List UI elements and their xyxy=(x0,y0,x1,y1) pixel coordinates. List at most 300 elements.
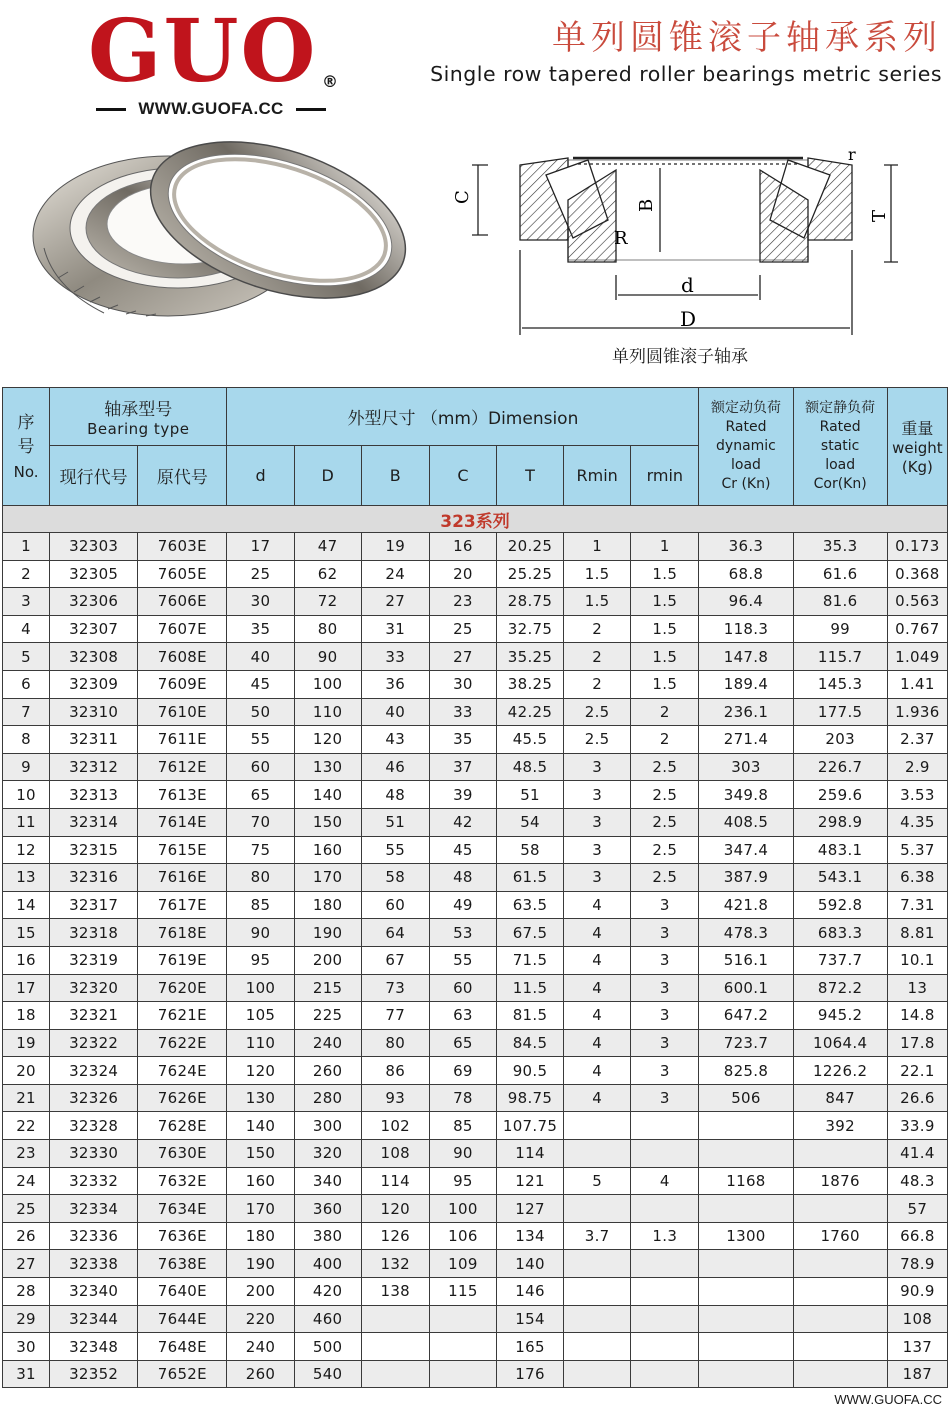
cell-current-code: 32303 xyxy=(50,533,138,561)
cell-original-code: 7630E xyxy=(138,1140,227,1168)
table-row xyxy=(3,808,948,836)
cell-no: 21 xyxy=(3,1084,50,1112)
cell-B xyxy=(361,1360,429,1388)
cell-D: 380 xyxy=(294,1222,361,1250)
cell-D: 420 xyxy=(294,1278,361,1306)
header-no-cn: 序号 xyxy=(17,413,35,457)
cell-dynamic-load: 1300 xyxy=(699,1222,793,1250)
cell-D: 180 xyxy=(294,891,361,919)
cell-D: 340 xyxy=(294,1167,361,1195)
table-row xyxy=(3,1333,948,1361)
cell-Rmin: 4 xyxy=(564,1002,631,1030)
cell-B: 73 xyxy=(361,974,429,1002)
cell-weight: 10.1 xyxy=(887,946,947,974)
cell-weight: 108 xyxy=(887,1305,947,1333)
header-no-en: No. xyxy=(13,463,39,481)
cell-B: 93 xyxy=(361,1084,429,1112)
cell-C xyxy=(429,1360,496,1388)
cell-weight: 14.8 xyxy=(887,1002,947,1030)
cell-C: 109 xyxy=(429,1250,496,1278)
cell-rmin: 1.5 xyxy=(631,615,699,643)
table-row xyxy=(3,1029,948,1057)
cell-dynamic-load: 147.8 xyxy=(699,643,793,671)
cell-dynamic-load: 236.1 xyxy=(699,698,793,726)
cell-weight: 13 xyxy=(887,974,947,1002)
cell-d: 55 xyxy=(227,726,294,754)
cell-original-code: 7613E xyxy=(138,781,227,809)
table-row xyxy=(3,1360,948,1388)
cell-d: 120 xyxy=(227,1057,294,1085)
cell-T: 48.5 xyxy=(496,753,563,781)
cell-current-code: 32340 xyxy=(50,1278,138,1306)
cell-no: 18 xyxy=(3,1002,50,1030)
cell-dynamic-load: 96.4 xyxy=(699,588,793,616)
table-row xyxy=(3,643,948,671)
cell-B: 64 xyxy=(361,919,429,947)
cell-dynamic-load: 506 xyxy=(699,1084,793,1112)
cell-C xyxy=(429,1333,496,1361)
cell-dynamic-load xyxy=(699,1195,793,1223)
table-row xyxy=(3,533,948,561)
cell-weight: 1.049 xyxy=(887,643,947,671)
cell-rmin: 2.5 xyxy=(631,836,699,864)
cell-original-code: 7652E xyxy=(138,1360,227,1388)
cell-rmin xyxy=(631,1278,699,1306)
cell-no: 11 xyxy=(3,808,50,836)
header-type-cn: 轴承型号 xyxy=(104,399,173,420)
cell-rmin xyxy=(631,1140,699,1168)
table-row xyxy=(3,1140,948,1168)
cell-original-code: 7644E xyxy=(138,1305,227,1333)
label-R: R xyxy=(614,228,628,249)
cell-no: 9 xyxy=(3,753,50,781)
cell-B: 138 xyxy=(361,1278,429,1306)
cell-original-code: 7621E xyxy=(138,1002,227,1030)
cell-B: 19 xyxy=(361,533,429,561)
cell-static-load: 81.6 xyxy=(793,588,887,616)
cell-static-load: 99 xyxy=(793,615,887,643)
cell-rmin: 2 xyxy=(631,698,699,726)
cell-dynamic-load: 118.3 xyxy=(699,615,793,643)
cell-rmin: 3 xyxy=(631,1057,699,1085)
cell-Rmin: 3.7 xyxy=(564,1222,631,1250)
cell-weight: 0.767 xyxy=(887,615,947,643)
table-row xyxy=(3,1195,948,1223)
cell-no: 12 xyxy=(3,836,50,864)
cell-weight: 7.31 xyxy=(887,891,947,919)
table-row xyxy=(3,919,948,947)
header-dyn-cn: 额定动负荷 xyxy=(710,400,781,416)
cell-current-code: 32344 xyxy=(50,1305,138,1333)
cell-current-code: 32332 xyxy=(50,1167,138,1195)
cell-current-code: 32319 xyxy=(50,946,138,974)
table-row xyxy=(3,615,948,643)
cell-D: 360 xyxy=(294,1195,361,1223)
table-row xyxy=(3,726,948,754)
cell-T: 38.25 xyxy=(496,670,563,698)
cell-B: 40 xyxy=(361,698,429,726)
cell-current-code: 32308 xyxy=(50,643,138,671)
cell-dynamic-load: 347.4 xyxy=(699,836,793,864)
cell-static-load xyxy=(793,1305,887,1333)
cell-no: 8 xyxy=(3,726,50,754)
cell-weight: 4.35 xyxy=(887,808,947,836)
cell-B: 46 xyxy=(361,753,429,781)
cell-weight: 0.368 xyxy=(887,560,947,588)
cell-d: 85 xyxy=(227,891,294,919)
cell-static-load: 847 xyxy=(793,1084,887,1112)
cell-C: 55 xyxy=(429,946,496,974)
cell-current-code: 32306 xyxy=(50,588,138,616)
header-sta-en4: Cor(Kn) xyxy=(813,476,867,492)
cell-rmin: 3 xyxy=(631,1084,699,1112)
cell-T: 11.5 xyxy=(496,974,563,1002)
cell-T: 114 xyxy=(496,1140,563,1168)
cell-original-code: 7638E xyxy=(138,1250,227,1278)
cell-T: 71.5 xyxy=(496,946,563,974)
cell-dynamic-load xyxy=(699,1112,793,1140)
cell-B: 58 xyxy=(361,864,429,892)
cell-d: 80 xyxy=(227,864,294,892)
cell-Rmin: 2 xyxy=(564,670,631,698)
cell-D: 170 xyxy=(294,864,361,892)
cell-D: 215 xyxy=(294,974,361,1002)
cell-rmin: 2.5 xyxy=(631,781,699,809)
cell-no: 10 xyxy=(3,781,50,809)
cell-T: 84.5 xyxy=(496,1029,563,1057)
header-wt-cn: 重量 xyxy=(901,419,934,438)
cell-T: 90.5 xyxy=(496,1057,563,1085)
cell-current-code: 32316 xyxy=(50,864,138,892)
cell-no: 4 xyxy=(3,615,50,643)
cell-rmin xyxy=(631,1250,699,1278)
cell-no: 24 xyxy=(3,1167,50,1195)
cell-B: 108 xyxy=(361,1140,429,1168)
cell-C: 49 xyxy=(429,891,496,919)
cell-current-code: 32348 xyxy=(50,1333,138,1361)
cell-current-code: 32315 xyxy=(50,836,138,864)
cell-C: 115 xyxy=(429,1278,496,1306)
cell-static-load xyxy=(793,1195,887,1223)
cell-C: 23 xyxy=(429,588,496,616)
cell-weight: 66.8 xyxy=(887,1222,947,1250)
cell-C: 106 xyxy=(429,1222,496,1250)
cell-current-code: 32317 xyxy=(50,891,138,919)
cell-D: 300 xyxy=(294,1112,361,1140)
header-sta-en3: load xyxy=(825,457,856,473)
bearing-cross-section-diagram xyxy=(448,140,928,340)
cell-rmin: 3 xyxy=(631,1029,699,1057)
cell-no: 13 xyxy=(3,864,50,892)
cell-d: 200 xyxy=(227,1278,294,1306)
cell-C: 42 xyxy=(429,808,496,836)
cell-original-code: 7620E xyxy=(138,974,227,1002)
cell-rmin xyxy=(631,1360,699,1388)
cell-D: 47 xyxy=(294,533,361,561)
cell-weight: 1.936 xyxy=(887,698,947,726)
cell-Rmin: 3 xyxy=(564,808,631,836)
cell-D: 160 xyxy=(294,836,361,864)
cell-T: 146 xyxy=(496,1278,563,1306)
cell-Rmin: 3 xyxy=(564,781,631,809)
cell-Rmin: 4 xyxy=(564,1084,631,1112)
cell-dynamic-load xyxy=(699,1278,793,1306)
table-row xyxy=(3,588,948,616)
cell-static-load: 872.2 xyxy=(793,974,887,1002)
cell-T: 121 xyxy=(496,1167,563,1195)
cell-static-load: 61.6 xyxy=(793,560,887,588)
cell-d: 190 xyxy=(227,1250,294,1278)
cell-original-code: 7628E xyxy=(138,1112,227,1140)
cell-current-code: 32322 xyxy=(50,1029,138,1057)
cell-B: 51 xyxy=(361,808,429,836)
cell-static-load: 483.1 xyxy=(793,836,887,864)
cell-T: 176 xyxy=(496,1360,563,1388)
cell-static-load xyxy=(793,1333,887,1361)
cell-B: 43 xyxy=(361,726,429,754)
cell-dynamic-load: 68.8 xyxy=(699,560,793,588)
cell-C: 100 xyxy=(429,1195,496,1223)
cell-D: 72 xyxy=(294,588,361,616)
cell-C: 60 xyxy=(429,974,496,1002)
table-row xyxy=(3,1167,948,1195)
cell-dynamic-load xyxy=(699,1305,793,1333)
cell-d: 70 xyxy=(227,808,294,836)
header-dimension xyxy=(227,388,699,446)
table-row xyxy=(3,1002,948,1030)
bearing-spec-table xyxy=(2,387,948,1388)
cell-no: 2 xyxy=(3,560,50,588)
cell-original-code: 7640E xyxy=(138,1278,227,1306)
cell-current-code: 32314 xyxy=(50,808,138,836)
cell-current-code: 32313 xyxy=(50,781,138,809)
cell-weight: 1.41 xyxy=(887,670,947,698)
label-B: B xyxy=(636,198,657,212)
cell-Rmin: 3 xyxy=(564,753,631,781)
header-rmin: rmin xyxy=(631,446,699,506)
header-d: d xyxy=(227,446,294,506)
header-sta-en1: Rated xyxy=(819,419,861,435)
cell-B: 36 xyxy=(361,670,429,698)
cell-T: 35.25 xyxy=(496,643,563,671)
cell-B: 48 xyxy=(361,781,429,809)
cell-static-load: 35.3 xyxy=(793,533,887,561)
cell-original-code: 7648E xyxy=(138,1333,227,1361)
cell-B: 114 xyxy=(361,1167,429,1195)
cell-C: 63 xyxy=(429,1002,496,1030)
cell-rmin: 2 xyxy=(631,726,699,754)
cell-original-code: 7605E xyxy=(138,560,227,588)
cell-Rmin: 3 xyxy=(564,836,631,864)
cell-D: 120 xyxy=(294,726,361,754)
cell-no: 17 xyxy=(3,974,50,1002)
cell-dynamic-load: 408.5 xyxy=(699,808,793,836)
cell-dynamic-load: 478.3 xyxy=(699,919,793,947)
header-wt-en1: weight xyxy=(892,439,943,457)
cell-d: 220 xyxy=(227,1305,294,1333)
header-type-en: Bearing type xyxy=(87,419,190,438)
cell-static-load: 1876 xyxy=(793,1167,887,1195)
cell-weight: 26.6 xyxy=(887,1084,947,1112)
cell-T: 25.25 xyxy=(496,560,563,588)
cell-static-load: 203 xyxy=(793,726,887,754)
cell-rmin: 2.5 xyxy=(631,864,699,892)
cell-B: 120 xyxy=(361,1195,429,1223)
cell-no: 28 xyxy=(3,1278,50,1306)
cell-C: 53 xyxy=(429,919,496,947)
cell-Rmin: 2 xyxy=(564,643,631,671)
cell-Rmin xyxy=(564,1278,631,1306)
cell-static-load: 592.8 xyxy=(793,891,887,919)
cell-d: 90 xyxy=(227,919,294,947)
cell-Rmin: 3 xyxy=(564,864,631,892)
cell-rmin xyxy=(631,1305,699,1333)
cell-current-code: 32328 xyxy=(50,1112,138,1140)
cell-C: 35 xyxy=(429,726,496,754)
cell-Rmin: 4 xyxy=(564,1057,631,1085)
cell-dynamic-load: 421.8 xyxy=(699,891,793,919)
cell-dynamic-load xyxy=(699,1333,793,1361)
table-row xyxy=(3,1305,948,1333)
cell-rmin: 1.3 xyxy=(631,1222,699,1250)
cell-weight: 22.1 xyxy=(887,1057,947,1085)
cell-weight: 187 xyxy=(887,1360,947,1388)
cell-dynamic-load: 600.1 xyxy=(699,974,793,1002)
header-dyn-en3: load xyxy=(731,457,761,473)
cell-current-code: 32321 xyxy=(50,1002,138,1030)
cell-rmin: 2.5 xyxy=(631,808,699,836)
cell-static-load: 945.2 xyxy=(793,1002,887,1030)
header-weight xyxy=(887,388,947,506)
table-row xyxy=(3,560,948,588)
cell-current-code: 32326 xyxy=(50,1084,138,1112)
cell-rmin: 1 xyxy=(631,533,699,561)
cell-D: 80 xyxy=(294,615,361,643)
cell-Rmin: 5 xyxy=(564,1167,631,1195)
table-row xyxy=(3,974,948,1002)
cell-D: 62 xyxy=(294,560,361,588)
cell-C: 39 xyxy=(429,781,496,809)
cell-no: 29 xyxy=(3,1305,50,1333)
cell-B xyxy=(361,1305,429,1333)
cell-weight: 90.9 xyxy=(887,1278,947,1306)
cell-C: 65 xyxy=(429,1029,496,1057)
cell-B: 60 xyxy=(361,891,429,919)
table-row xyxy=(3,1250,948,1278)
cell-d: 60 xyxy=(227,753,294,781)
cell-d: 40 xyxy=(227,643,294,671)
cell-dynamic-load: 189.4 xyxy=(699,670,793,698)
cell-B: 126 xyxy=(361,1222,429,1250)
cell-static-load xyxy=(793,1250,887,1278)
cell-dynamic-load: 387.9 xyxy=(699,864,793,892)
cell-Rmin: 2.5 xyxy=(564,698,631,726)
cell-current-code: 32336 xyxy=(50,1222,138,1250)
cell-dynamic-load: 271.4 xyxy=(699,726,793,754)
label-r: r xyxy=(848,145,856,164)
page-title-cn: 单列圆锥滚子轴承系列 xyxy=(552,18,942,58)
cell-dynamic-load: 349.8 xyxy=(699,781,793,809)
cell-B: 24 xyxy=(361,560,429,588)
cell-B: 33 xyxy=(361,643,429,671)
cell-rmin: 1.5 xyxy=(631,643,699,671)
cell-T: 67.5 xyxy=(496,919,563,947)
cell-no: 22 xyxy=(3,1112,50,1140)
bearing-photo xyxy=(28,128,418,343)
cell-static-load: 177.5 xyxy=(793,698,887,726)
cell-d: 110 xyxy=(227,1029,294,1057)
table-row xyxy=(3,698,948,726)
cell-Rmin: 2.5 xyxy=(564,726,631,754)
label-D: D xyxy=(680,307,697,331)
cell-rmin: 1.5 xyxy=(631,588,699,616)
brand-website-row xyxy=(76,96,346,122)
cell-weight: 6.38 xyxy=(887,864,947,892)
table-row xyxy=(3,864,948,892)
label-T: T xyxy=(869,209,890,222)
cell-T: 58 xyxy=(496,836,563,864)
cell-rmin: 3 xyxy=(631,919,699,947)
cell-d: 140 xyxy=(227,1112,294,1140)
cell-B: 86 xyxy=(361,1057,429,1085)
cell-rmin: 4 xyxy=(631,1167,699,1195)
cell-original-code: 7624E xyxy=(138,1057,227,1085)
section-row xyxy=(3,506,948,533)
cell-current-code: 32307 xyxy=(50,615,138,643)
cell-weight: 33.9 xyxy=(887,1112,947,1140)
cell-D: 280 xyxy=(294,1084,361,1112)
cell-D: 140 xyxy=(294,781,361,809)
cell-weight: 0.563 xyxy=(887,588,947,616)
cell-original-code: 7626E xyxy=(138,1084,227,1112)
header-wt-en2: (Kg) xyxy=(901,458,933,476)
cell-weight: 0.173 xyxy=(887,533,947,561)
cell-static-load: 543.1 xyxy=(793,864,887,892)
cell-original-code: 7636E xyxy=(138,1222,227,1250)
cell-Rmin: 4 xyxy=(564,946,631,974)
cell-B xyxy=(361,1333,429,1361)
header-current-code: 现行代号 xyxy=(50,446,138,506)
label-C: C xyxy=(452,190,473,204)
cell-T: 127 xyxy=(496,1195,563,1223)
page-header xyxy=(0,0,952,385)
header-sta-en2: static xyxy=(820,438,860,454)
cell-original-code: 7634E xyxy=(138,1195,227,1223)
cell-d: 45 xyxy=(227,670,294,698)
cell-D: 130 xyxy=(294,753,361,781)
cell-D: 200 xyxy=(294,946,361,974)
cell-B: 102 xyxy=(361,1112,429,1140)
header-Rmin: Rmin xyxy=(564,446,631,506)
cell-original-code: 7632E xyxy=(138,1167,227,1195)
cell-dynamic-load: 36.3 xyxy=(699,533,793,561)
cell-B: 132 xyxy=(361,1250,429,1278)
cell-static-load xyxy=(793,1140,887,1168)
cell-d: 240 xyxy=(227,1333,294,1361)
cell-no: 5 xyxy=(3,643,50,671)
cell-no: 7 xyxy=(3,698,50,726)
cell-D: 460 xyxy=(294,1305,361,1333)
table-row xyxy=(3,1084,948,1112)
cell-T: 63.5 xyxy=(496,891,563,919)
cell-current-code: 32338 xyxy=(50,1250,138,1278)
brand-logo: GUO xyxy=(88,1,318,102)
cell-current-code: 32318 xyxy=(50,919,138,947)
cell-no: 15 xyxy=(3,919,50,947)
table-body xyxy=(3,506,948,1388)
cell-T: 32.75 xyxy=(496,615,563,643)
cell-D: 150 xyxy=(294,808,361,836)
